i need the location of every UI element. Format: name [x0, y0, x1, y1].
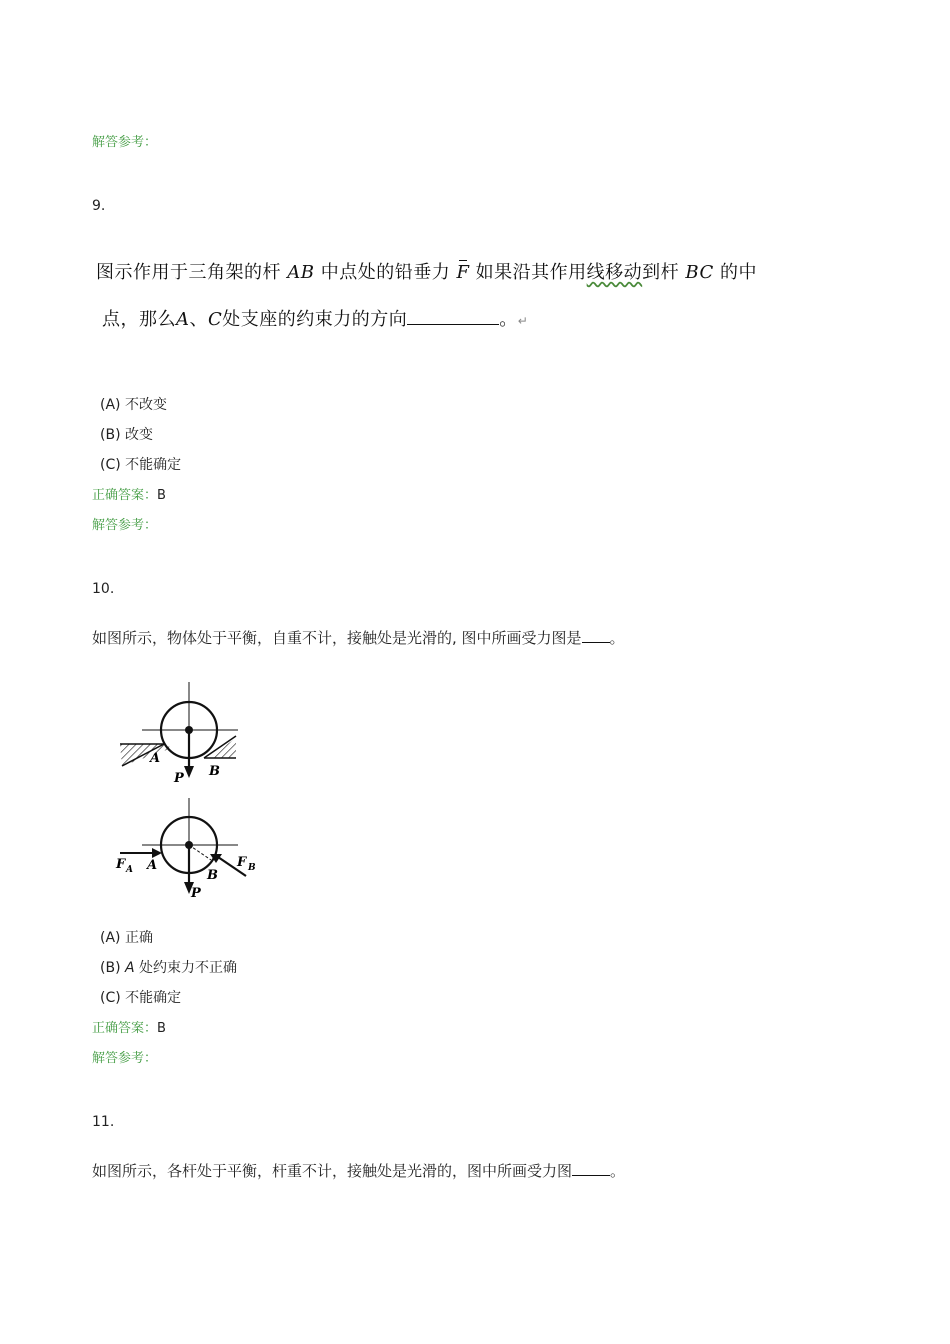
stem-text: 如果沿其作用 [475, 262, 587, 283]
separator: 、 [189, 309, 208, 330]
label-b: B [207, 868, 218, 883]
question-stem-line2 [102, 305, 528, 331]
option-c[interactable]: (C) 不能确定 [100, 457, 182, 473]
correct-answer-value: B [157, 1021, 166, 1036]
answer-blank [582, 642, 610, 643]
variable-bc: BC [685, 262, 714, 283]
stem-text: 的中 [719, 262, 757, 283]
question-stem: 如图所示，物体处于平衡，自重不计，接触处是光滑的, 图中所画受力图是 。 [92, 629, 625, 647]
correct-answer-label: 正确答案： [92, 488, 158, 503]
stem-text: 图示作用于三角架的杆 [96, 262, 281, 283]
question-number: 10. [92, 581, 115, 597]
question-stem: 如图所示，各杆处于平衡，杆重不计，接触处是光滑的，图中所画受力图 。 [92, 1162, 626, 1180]
answer-blank [407, 324, 499, 325]
stem-text: 。 [499, 309, 518, 330]
label-fa: F [116, 857, 126, 872]
question-number: 11. [92, 1114, 115, 1130]
variable-a: A [176, 309, 190, 330]
variable-ab: AB [287, 262, 315, 283]
label-p: P [174, 771, 184, 786]
label-fb-subscript: B [248, 863, 256, 873]
label-fa-subscript: A [126, 865, 133, 875]
variable-c: C [208, 309, 223, 330]
option-c[interactable]: (C) 不能确定 [100, 990, 182, 1006]
stem-text: 到杆 [642, 262, 680, 283]
label-fb: F [237, 855, 247, 870]
reference-label: 解答参考： [92, 518, 158, 533]
label-p: P [191, 886, 201, 901]
stem-text: 点，那么 [102, 309, 176, 330]
option-b[interactable]: (B) 改变 [100, 427, 153, 443]
reference-label: 解答参考： [92, 135, 158, 150]
paragraph-return-mark: ↵ [517, 314, 529, 328]
stem-text: 处支座的约束力的方向 [222, 309, 408, 330]
question-stem-line1 [96, 258, 757, 284]
reference-label: 解答参考： [92, 1051, 158, 1066]
correct-answer-label: 正确答案： [92, 1021, 158, 1036]
correct-answer [92, 484, 166, 503]
correct-answer-value: B [157, 488, 166, 503]
label-a: A [150, 751, 161, 766]
stem-text: 中点处的铅垂力 [320, 262, 451, 283]
option-b[interactable]: (B) A 处约束力不正确 [100, 960, 238, 976]
option-a[interactable]: (A) 正确 [100, 930, 153, 946]
force-vector-f: F [456, 262, 470, 283]
figure-free-body-diagram [110, 794, 270, 904]
label-b: B [209, 764, 220, 779]
correct-answer [92, 1017, 166, 1036]
support-hatch-b [208, 738, 236, 758]
spellcheck-underlined-text: 线移动 [586, 262, 643, 283]
figure-body-on-supports [110, 678, 260, 788]
option-a[interactable]: (A) 不改变 [100, 397, 167, 413]
question-number: 9. [92, 198, 106, 214]
label-a: A [147, 858, 158, 873]
answer-blank [572, 1175, 610, 1176]
